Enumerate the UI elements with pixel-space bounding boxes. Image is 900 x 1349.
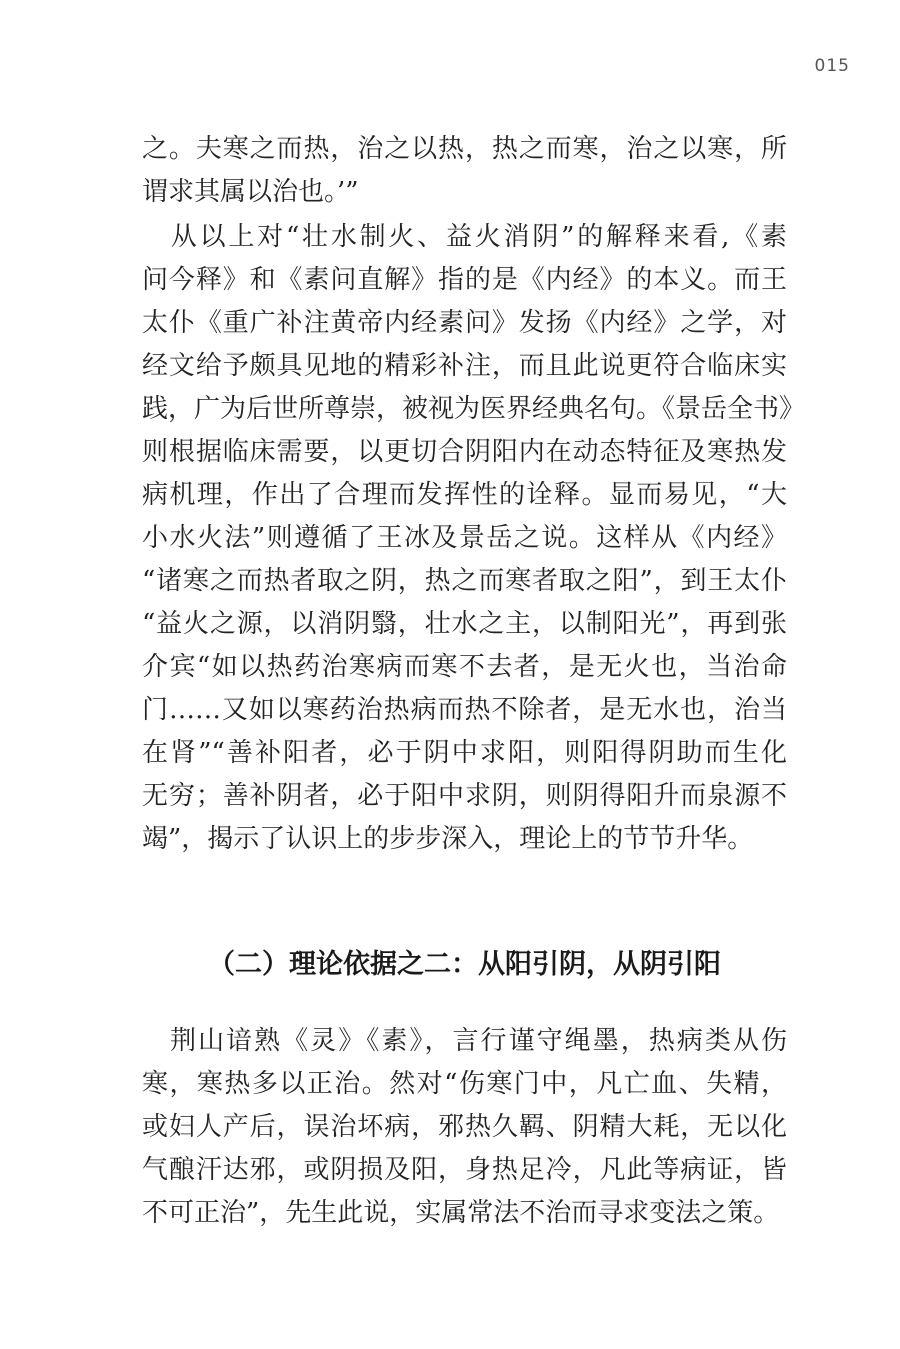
paragraph-line: 介宾“如以热药治寒病而寒不去者，是无火也，当治命 <box>142 652 787 682</box>
paragraph-line: 寒，寒热多以正治。然对“伤寒门中，凡亡血、失精， <box>142 1069 787 1099</box>
paragraph-line: 践，广为后世所尊崇，被视为医界经典名句。《景岳全书》 <box>142 394 806 424</box>
paragraph-3 <box>142 1020 787 1235</box>
paragraph-line: 竭”，揭示了认识上的步步深入，理论上的节节升华。 <box>142 824 754 854</box>
paragraph-2 <box>142 216 806 861</box>
paragraph-line: 谓求其属以治也。’” <box>142 177 359 207</box>
paragraph-1 <box>142 128 787 214</box>
paragraph-line: 不可正治”，先生此说，实属常法不治而寻求变法之策。 <box>142 1198 780 1228</box>
paragraph-line: 太仆《重广补注黄帝内经素问》发扬《内经》之学，对 <box>142 308 787 338</box>
paragraph-line: 病机理，作出了合理而发挥性的诠释。显而易见，“大 <box>142 480 787 510</box>
paragraph-line: 门……又如以寒药治热病而热不除者，是无水也，治当 <box>142 695 787 725</box>
paragraph-line: “益火之源，以消阴翳，壮水之主，以制阳光”，再到张 <box>142 609 787 639</box>
paragraph-line: 经文给予颇具见地的精彩补注，而且此说更符合临床实 <box>142 351 787 381</box>
paragraph-line: 气酿汗达邪，或阴损及阳，身热足冷，凡此等病证，皆 <box>142 1155 787 1185</box>
paragraph-line: 或妇人产后，误治坏病，邪热久羁、阴精大耗，无以化 <box>142 1112 787 1142</box>
paragraph-line: 之。夫寒之而热，治之以热，热之而寒，治之以寒，所 <box>142 134 787 164</box>
paragraph-line: 从以上对“壮水制火、益火消阴”的解释来看,《素 <box>142 222 787 252</box>
paragraph-line: “诸寒之而热者取之阴，热之而寒者取之阳”，到王太仆 <box>142 566 787 596</box>
page-number: 015 <box>814 56 850 76</box>
section-heading: （二）理论依据之二：从阳引阴，从阴引阳 <box>208 949 721 980</box>
paragraph-line: 小水火法”则遵循了王冰及景岳之说。这样从《内经》 <box>142 523 787 553</box>
paragraph-line: 则根据临床需要，以更切合阴阳内在动态特征及寒热发 <box>142 437 787 467</box>
paragraph-line: 无穷；善补阴者，必于阳中求阴，则阴得阳升而泉源不 <box>142 781 787 811</box>
paragraph-line: 在肾”“善补阳者，必于阴中求阳，则阳得阴助而生化 <box>142 738 787 768</box>
paragraph-line: 荆山谙熟《灵》《素》，言行谨守绳墨，热病类从伤 <box>142 1026 787 1056</box>
paragraph-line: 问今释》和《素问直解》指的是《内经》的本义。而王 <box>142 265 787 295</box>
